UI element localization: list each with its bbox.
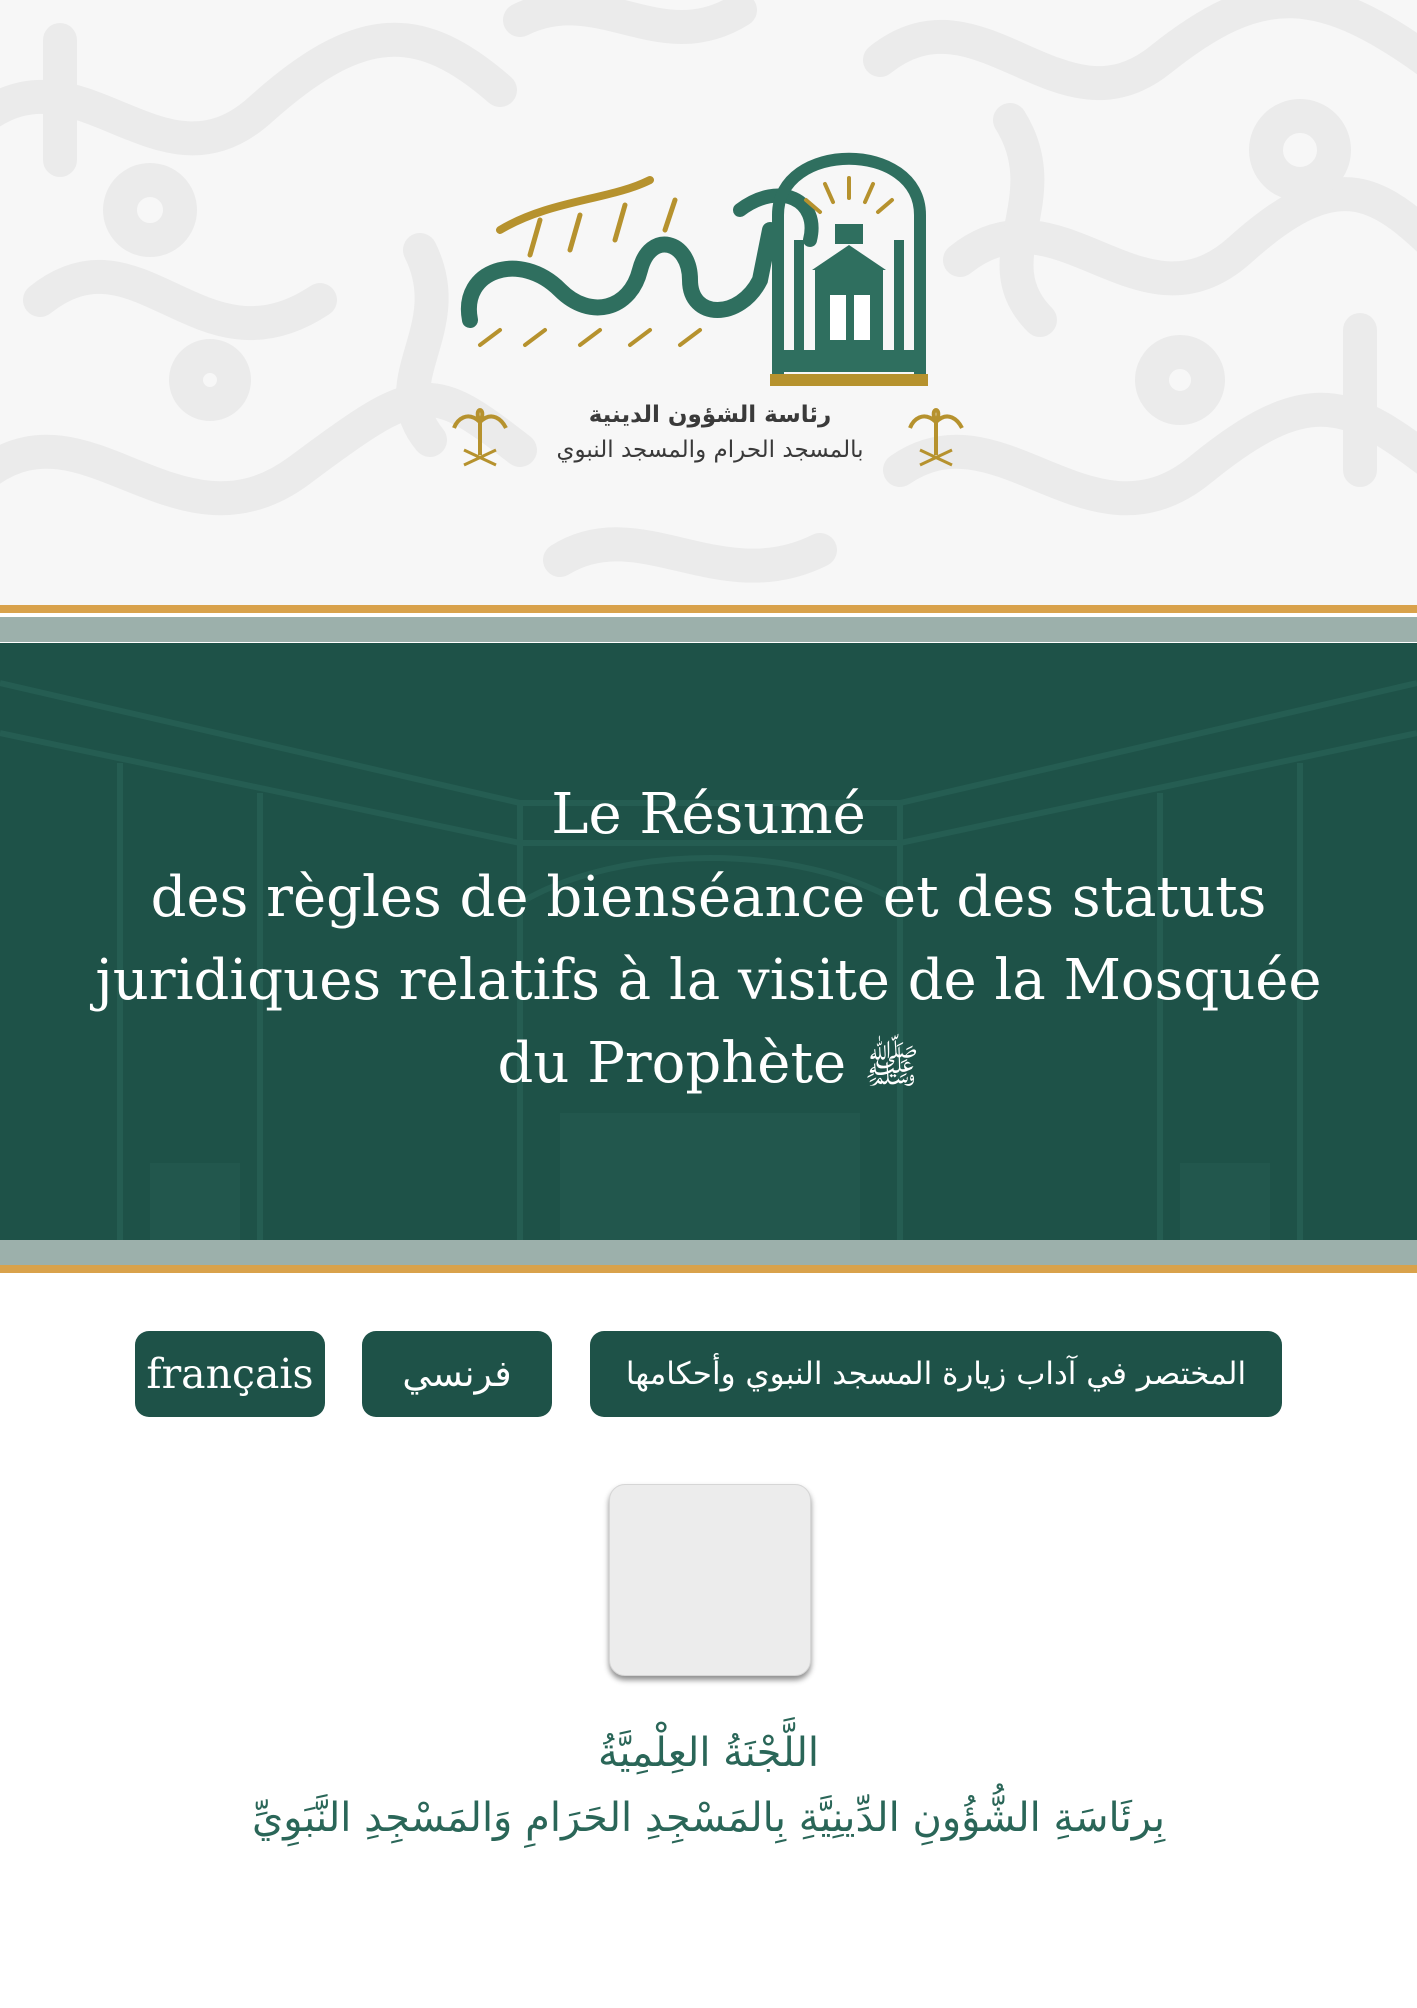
- palm-icon-left: [454, 410, 506, 465]
- presidency-credit: بِرئَاسَةِ الشُّؤُونِ الدِّينِيَّةِ بِالمَسْجِدِ الحَرَامِ وَالمَسْجِدِ النَّبَوِيِّ: [252, 1795, 1165, 1841]
- gold-stripe-top: [0, 605, 1417, 613]
- salawat-honorific: ﷺ: [863, 1039, 920, 1093]
- title-line-3: juridiques relatifs à la visite de la Mosquée: [95, 948, 1322, 1013]
- title-band: [0, 643, 1417, 1240]
- placeholder-card: [609, 1484, 811, 1676]
- title-line-4-text: du Prophète: [497, 1031, 847, 1096]
- grey-stripe-bottom: [0, 1240, 1417, 1265]
- title-line-4: [0, 1022, 1417, 1108]
- document-title: [0, 773, 1417, 1108]
- grey-stripe-top: [0, 617, 1417, 642]
- haramain-logo: [440, 120, 980, 480]
- palm-icon-right: [910, 410, 962, 465]
- presidency-line-2: بالمسجد الحرام والمسجد النبوي: [556, 437, 864, 463]
- presidency-line-1: رئاسة الشؤون الدينية: [588, 402, 832, 428]
- language-pill-french: français: [135, 1331, 325, 1417]
- arabic-title-pill: المختصر في آداب زيارة المسجد النبوي وأحكامها: [590, 1331, 1282, 1417]
- haramain-wordmark: [469, 180, 812, 345]
- language-pill-arabic: فرنسي: [362, 1331, 552, 1417]
- header-pattern: [0, 0, 1417, 605]
- gold-stripe-bottom: [0, 1265, 1417, 1273]
- title-line-2: des règles de bienséance et des statuts: [150, 865, 1267, 930]
- title-line-1: Le Résumé: [551, 782, 866, 847]
- scientific-committee: اللَّجْنَةُ العِلْمِيَّةُ: [597, 1730, 820, 1776]
